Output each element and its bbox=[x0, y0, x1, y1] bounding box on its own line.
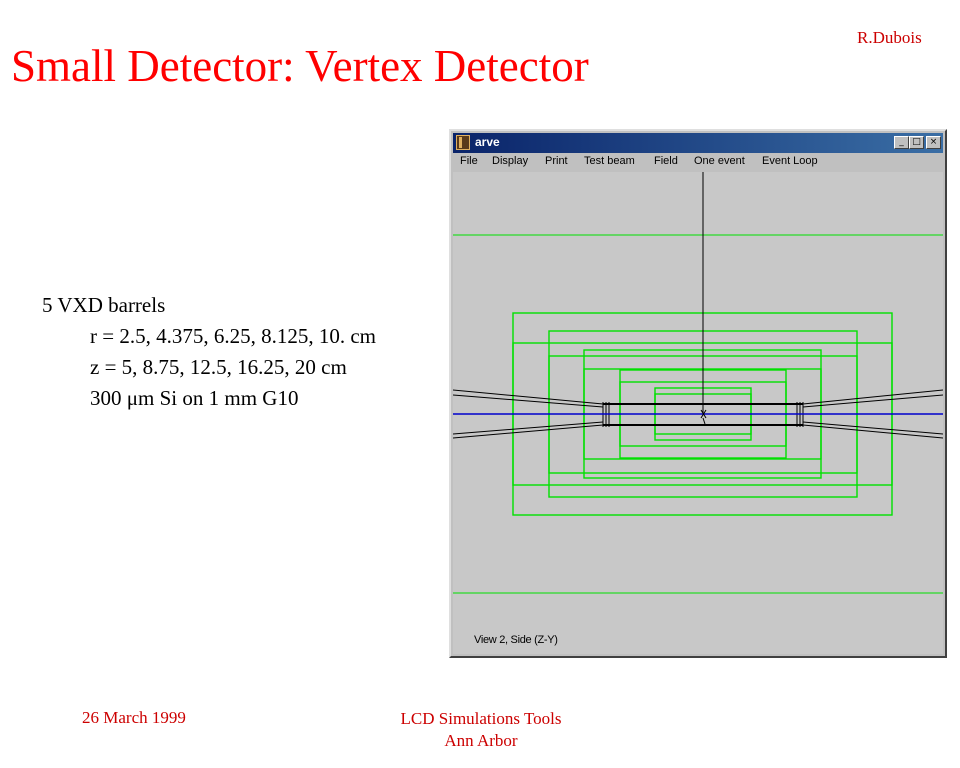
specs-radii: r = 2.5, 4.375, 6.25, 8.125, 10. cm bbox=[90, 324, 376, 348]
footer-date: 26 March 1999 bbox=[82, 708, 186, 727]
menu-test-beam[interactable]: Test beam bbox=[584, 155, 635, 167]
app-icon bbox=[456, 135, 470, 150]
author-label: R.Dubois bbox=[857, 28, 922, 47]
arve-window bbox=[449, 129, 947, 658]
detector-view-canvas[interactable] bbox=[453, 172, 943, 654]
detector-drawing bbox=[453, 172, 943, 654]
window-titlebar[interactable] bbox=[453, 133, 943, 153]
specs-block bbox=[42, 290, 376, 414]
menu-event-loop[interactable]: Event Loop bbox=[762, 155, 818, 167]
menu-display[interactable]: Display bbox=[492, 155, 529, 167]
specs-material: 300 μm Si on 1 mm G10 bbox=[90, 386, 299, 410]
close-button[interactable]: × bbox=[926, 136, 941, 149]
specs-lengths: z = 5, 8.75, 12.5, 16.25, 20 cm bbox=[90, 355, 347, 379]
footer-center bbox=[381, 708, 581, 752]
slide-title: Small Detector: Vertex Detector bbox=[11, 41, 589, 91]
window-title: arve bbox=[475, 135, 500, 149]
menu-field[interactable]: Field bbox=[654, 155, 678, 167]
footer-event: LCD Simulations Tools bbox=[400, 709, 562, 728]
footer-location: Ann Arbor bbox=[444, 731, 518, 750]
view-label: View 2, Side (Z-Y) bbox=[474, 634, 558, 646]
minimize-button[interactable]: _ bbox=[894, 136, 909, 149]
specs-heading: 5 VXD barrels bbox=[42, 293, 166, 317]
menu-one-event[interactable]: One event bbox=[694, 155, 745, 167]
menu-print[interactable]: Print bbox=[545, 155, 568, 167]
menubar bbox=[453, 153, 943, 171]
menu-file[interactable]: File bbox=[460, 155, 478, 167]
maximize-button[interactable]: □ bbox=[909, 136, 924, 149]
